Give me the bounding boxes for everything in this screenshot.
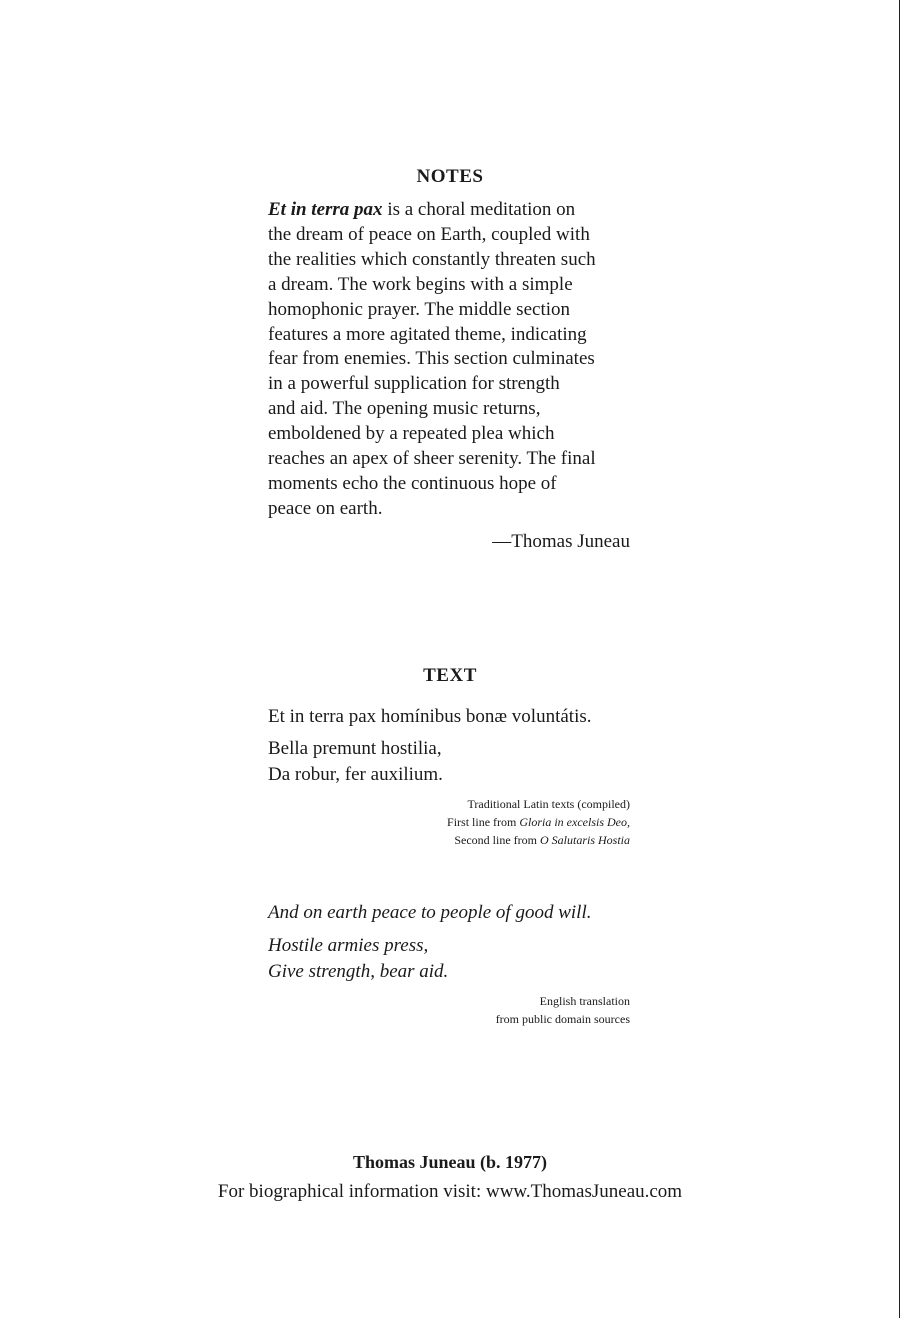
- text-heading: TEXT: [423, 665, 477, 686]
- latin-source-note: [268, 795, 630, 849]
- notes-line: reaches an apex of sheer serenity. The final: [268, 448, 596, 470]
- notes-line: the dream of peace on Earth, coupled with: [268, 223, 590, 245]
- notes-line: emboldened by a repeated plea which: [268, 423, 555, 445]
- notes-heading: NOTES: [416, 166, 484, 187]
- source-line: [268, 813, 630, 831]
- source-line: Traditional Latin texts (compiled): [467, 797, 630, 811]
- composer-name: Thomas Juneau (b. 1977): [352, 1152, 548, 1172]
- biography-link-text: For biographical information visit: www.ThomasJuneau.com: [217, 1181, 683, 1202]
- notes-line: in a powerful supplication for strength: [268, 373, 560, 395]
- notes-signature: —Thomas Juneau: [492, 531, 630, 552]
- english-stanza: [268, 933, 638, 985]
- notes-line-text: is a choral meditation on: [382, 199, 576, 220]
- source-title: Gloria in excelsis Deo,: [519, 815, 630, 829]
- notes-line: fear from enemies. This section culminates: [268, 348, 595, 370]
- verse-line: Hostile armies press,: [268, 935, 429, 956]
- notes-line: features a more agitated theme, indicating: [268, 323, 587, 345]
- work-title: Et in terra pax: [268, 199, 383, 220]
- notes-line: [268, 198, 638, 223]
- latin-stanza: [268, 736, 638, 788]
- notes-body: [268, 198, 638, 522]
- source-prefix: First line from: [447, 815, 520, 829]
- source-prefix: Second line from: [454, 833, 540, 847]
- verse-line: Et in terra pax homínibus bonæ voluntátis.: [268, 706, 592, 727]
- verse-line: Give strength, bear aid.: [268, 961, 449, 982]
- latin-first-line: [268, 704, 638, 730]
- notes-line: peace on earth.: [268, 497, 383, 519]
- verse-line: And on earth peace to people of good will.: [268, 902, 592, 923]
- notes-line: homophonic prayer. The middle section: [268, 298, 570, 320]
- notes-line: a dream. The work begins with a simple: [268, 273, 573, 295]
- source-line: English translation: [539, 994, 630, 1008]
- notes-line: moments echo the continuous hope of: [268, 472, 557, 494]
- notes-line: the realities which constantly threaten such: [268, 248, 596, 270]
- verse-line: Bella premunt hostilia,: [268, 738, 442, 759]
- notes-line: and aid. The opening music returns,: [268, 398, 541, 420]
- source-title: O Salutaris Hostia: [539, 833, 630, 847]
- english-first-line: [268, 900, 638, 926]
- source-line: from public domain sources: [495, 1012, 630, 1026]
- verse-line: Da robur, fer auxilium.: [268, 764, 443, 785]
- english-source-note: [268, 992, 630, 1028]
- source-line: [268, 831, 630, 849]
